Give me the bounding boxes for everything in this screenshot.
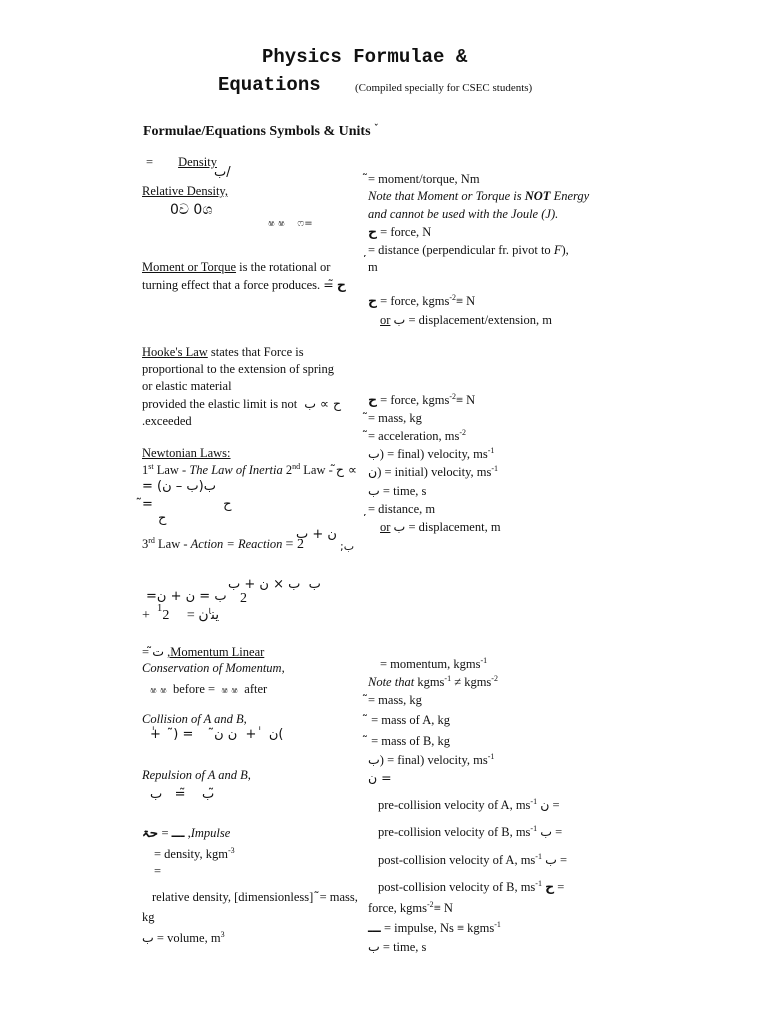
r-initial-v: ن) = initial) velocity, $ms^{-1}$ — [368, 464, 499, 479]
rel-density-unit: relative density, [dimensionless] = mass, — [152, 890, 358, 904]
r-accel: = acceleration, $ms^{-2}$ — [368, 428, 467, 443]
r-eq-blank: ن = — [368, 770, 392, 785]
hooke-line5: .exceeded — [142, 414, 192, 428]
rel-density-glyphs2: ෂ ෂ ෆ= — [268, 218, 313, 229]
volume-line: ب = volume, $m^3$ — [142, 930, 225, 945]
hooke-line4: provided the elastic limit is not ح ∝ ب — [142, 396, 342, 411]
law3-eq2: ;ب — [340, 540, 355, 553]
hooke-line3: or elastic material — [142, 379, 232, 393]
r-mass-b: = mass of B, kg — [371, 734, 451, 748]
r-note1: Note that Moment or Torque is NOT Energy — [368, 189, 590, 203]
r-pre-b: pre-collision velocity of B, $ms^{-1}$ ب = — [378, 824, 563, 839]
title-line1: Physics Formulae & — [262, 46, 468, 68]
title-line2: Equations — [218, 74, 321, 96]
r-distance-perp: = distance (perpendicular fr. pivot to F), — [368, 243, 569, 257]
r-force-kgms3: force, kgms$^{-2}$≡ N — [368, 900, 453, 915]
r-impulse: ـــ = impulse, Ns ≡ kgms$^{-1}$ — [368, 920, 501, 935]
law2-eq2: ̃= ح — [142, 497, 232, 512]
r-post-a: post-collision velocity of A, $ms^{-1}$ ب = — [378, 852, 568, 867]
conservation: Conservation of Momentum, — [142, 661, 285, 675]
moment-line1: Moment or Torque is the rotational or — [142, 260, 331, 274]
conservation-eq: ෂ ෂ before = ෂ ෂ after — [150, 682, 268, 696]
collision: Collision of A and B, — [142, 712, 247, 726]
subtitle: (Compiled specially for CSEC students) — [355, 82, 533, 94]
kg-line: kg — [142, 910, 155, 924]
section-heading: Formulae/Equations Symbols & Units $^ˇ$ — [143, 124, 379, 139]
r-final-v2: ب) = final) velocity, $ms^{-1}$ — [368, 752, 495, 767]
density-row: = Density — [146, 155, 217, 169]
r-momentum: = momentum, kgms$^{-1}$ — [380, 656, 488, 671]
repulsion: Repulsion of A and B, — [142, 768, 251, 782]
r-displacement-ext: or ب = displacement/extension, m — [380, 312, 552, 327]
r-post-b: post-collision velocity of B, $ms^{-1}$ ح = — [378, 879, 565, 894]
r-time: ب = time, s — [368, 483, 427, 498]
r-note2: and cannot be used with the Joule (J). — [368, 207, 559, 221]
r-time2: ب = time, s — [368, 939, 427, 954]
r-displacement: or ب = displacement, m — [380, 519, 501, 534]
kinematics-eq2: =ب = ن + ن — [146, 589, 227, 604]
law2-eq: = ب(ب – ن) — [142, 479, 216, 494]
law3-line: 3rd Law - Action = Reaction = 2 — [142, 536, 304, 552]
r-mass2: = mass, kg — [368, 693, 422, 707]
equals-line: = — [154, 864, 162, 878]
r-note-kgms: Note that kgms$^{-1}$ ≠ kgms$^{-2}$ — [368, 674, 498, 689]
hooke-line2: proportional to the extension of spring — [142, 362, 334, 376]
kinematics-half: + $^1$2 = ين$^ا$ن — [142, 602, 220, 623]
r-moment: = moment/torque, Nm — [368, 172, 480, 186]
r-final-v: ب) = final) velocity, $ms^{-1}$ — [368, 446, 495, 461]
laws-line: 1st Law - The Law of Inertia 2nd Law - ح̃ ∝ — [142, 462, 357, 477]
r-mass: = mass, kg — [368, 411, 422, 425]
law2-eq3: ح — [158, 511, 167, 526]
relative-density: Relative Density, — [142, 184, 228, 198]
rel-density-glyphs: 0ව 0ශ — [170, 202, 213, 218]
law3-eq: ن + ب — [296, 527, 337, 542]
r-force-kgms2: ح = force, kgms$^{-2}$≡ N — [368, 392, 476, 407]
density-unit: = density, kgm$^{-3}$ — [154, 846, 235, 861]
r-force-kgms: ح = force, kgms$^{-2}$≡ N — [368, 293, 476, 308]
density-glyph: ب/ — [214, 165, 231, 180]
impulse-line: ـــ = حۃ ,Impulse — [142, 825, 231, 840]
r-mass-a: = mass of A, kg — [371, 713, 451, 727]
hooke-line1: Hooke's Law states that Force is — [142, 345, 304, 359]
r-pre-a: pre-collision velocity of A, $ms^{-1}$ ن = — [378, 797, 560, 812]
kinematics-two: 2 — [240, 591, 247, 606]
kinematics-eq1: ب ب × ن + ب — [228, 577, 321, 592]
r-force-n: ح = force, N — [368, 224, 432, 239]
moment-line2: turning effect that a force produces. =̃ ح — [142, 277, 346, 292]
r-m: m — [368, 260, 378, 274]
momentum-line: = ت̃ ,Momentum Linear — [142, 644, 265, 659]
newtonian-laws: Newtonian Laws: — [142, 446, 231, 460]
r-distance: = distance, m — [368, 502, 436, 516]
collision-eq: ٰ+ )̃ = ن ٰ+ ن ن̃( — [150, 727, 284, 742]
repulsion-eq: ب ̃= ب ̃ — [150, 787, 219, 802]
